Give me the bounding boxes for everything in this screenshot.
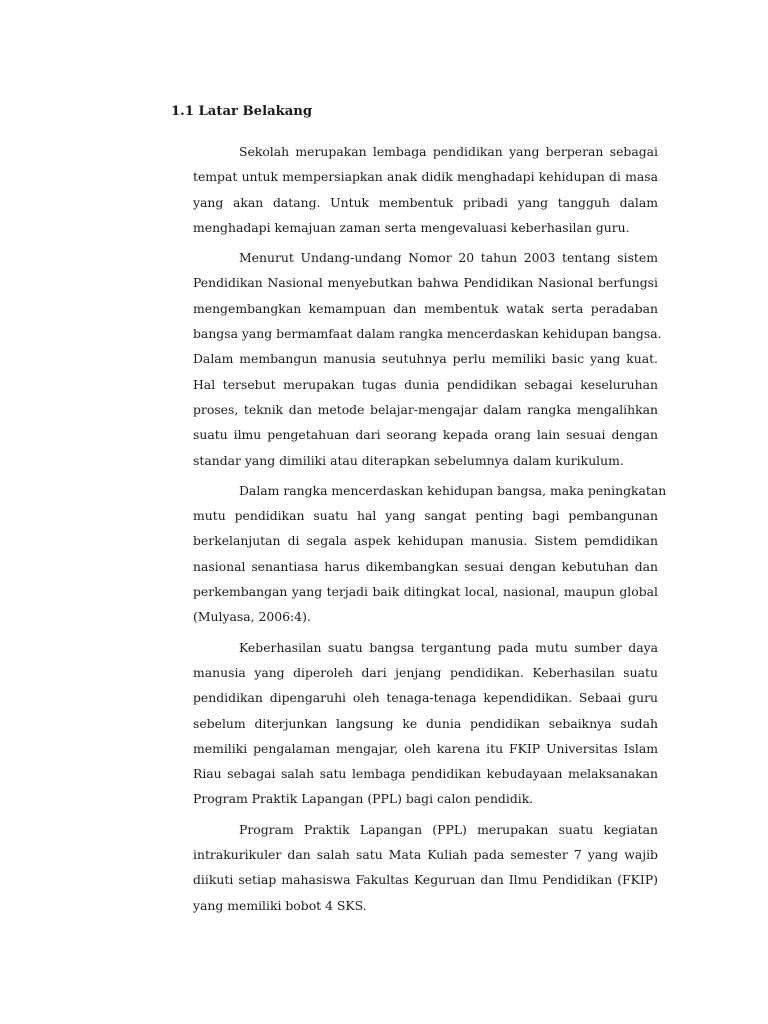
paragraph: [193, 478, 667, 630]
paragraph-line: Hal tersebut merupakan tugas dunia pendidikan sebagai keseluruhan: [193, 376, 658, 392]
paragraph-line: diikuti setiap mahasiswa Fakultas Keguruan dan Ilmu Pendidikan (FKIP): [193, 872, 658, 888]
paragraph-line: Pendidikan Nasional menyebutkan bahwa Pendidikan Nasional berfungsi: [193, 275, 658, 291]
paragraph-line: yang memiliki bobot 4 SKS.: [193, 897, 367, 913]
section-heading: 1.1 Latar Belakang: [171, 104, 313, 119]
paragraph-line: mengembangkan kemampuan dan membentuk watak serta peradaban: [193, 300, 658, 316]
paragraph-line: Dalam rangka mencerdaskan kehidupan bangsa, maka peningkatan: [239, 482, 667, 498]
paragraph-line: berkelanjutan di segala aspek kehidupan manusia. Sistem pemdidikan: [193, 533, 658, 549]
paragraph-line: yang akan datang. Untuk membentuk pribadi yang tangguh dalam: [193, 194, 658, 210]
paragraph-line: memiliki pengalaman mengajar, oleh karena itu FKIP Universitas Islam: [193, 740, 658, 756]
paragraph-line: intrakurikuler dan salah satu Mata Kuliah pada semester 7 yang wajib: [193, 847, 658, 863]
paragraph-line: proses, teknik dan metode belajar-mengajar dalam rangka mengalihkan: [193, 401, 658, 417]
paragraph-line: nasional senantiasa harus dikembangkan sesuai dengan kebutuhan dan: [193, 558, 658, 574]
paragraph: [193, 139, 658, 240]
paragraph-line: (Mulyasa, 2006:4).: [193, 609, 311, 625]
paragraph-line: Menurut Undang-undang Nomor 20 tahun 2003 tentang sistem: [239, 250, 658, 266]
paragraph-line: pendidikan dipengaruhi oleh tenaga-tenaga kependidikan. Sebaai guru: [193, 690, 658, 706]
paragraph-line: Keberhasilan suatu bangsa tergantung pada mutu sumber daya: [239, 639, 658, 655]
paragraph-line: manusia yang diperoleh dari jenjang pendidikan. Keberhasilan suatu: [193, 664, 658, 680]
paragraph-line: Riau sebagai salah satu lembaga pendidikan kebudayaan melaksanakan: [193, 766, 658, 782]
paragraph-line: Program Praktik Lapangan (PPL) bagi calon pendidik.: [193, 791, 534, 807]
paragraph: [193, 245, 662, 473]
body-text: [193, 139, 667, 923]
paragraph-line: perkembangan yang terjadi baik ditingkat local, nasional, maupun global: [193, 584, 658, 600]
paragraph-line: tempat untuk mempersiapkan anak didik menghadapi kehidupan di masa: [193, 169, 658, 185]
paragraph-line: Dalam membangun manusia seutuhnya perlu memiliki basic yang kuat.: [193, 351, 658, 367]
paragraph-line: suatu ilmu pengetahuan dari seorang kepada orang lain sesuai dengan: [193, 427, 658, 443]
paragraph-line: bangsa yang bermamfaat dalam rangka mencerdaskan kehidupan bangsa.: [193, 326, 662, 342]
paragraph-line: standar yang dimiliki atau diterapkan sebelumnya dalam kurikulum.: [193, 452, 624, 468]
paragraph-line: sebelum diterjunkan langsung ke dunia pendidikan sebaiknya sudah: [193, 715, 658, 731]
paragraph-line: Program Praktik Lapangan (PPL) merupakan suatu kegiatan: [239, 821, 658, 837]
paragraph: [193, 635, 658, 812]
paragraph-line: menghadapi kemajuan zaman serta mengevaluasi keberhasilan guru.: [193, 219, 630, 235]
paragraph-line: Sekolah merupakan lembaga pendidikan yang berperan sebagai: [239, 144, 658, 159]
paragraph: [193, 817, 658, 918]
paragraph-line: mutu pendidikan suatu hal yang sangat penting bagi pembangunan: [193, 508, 658, 524]
